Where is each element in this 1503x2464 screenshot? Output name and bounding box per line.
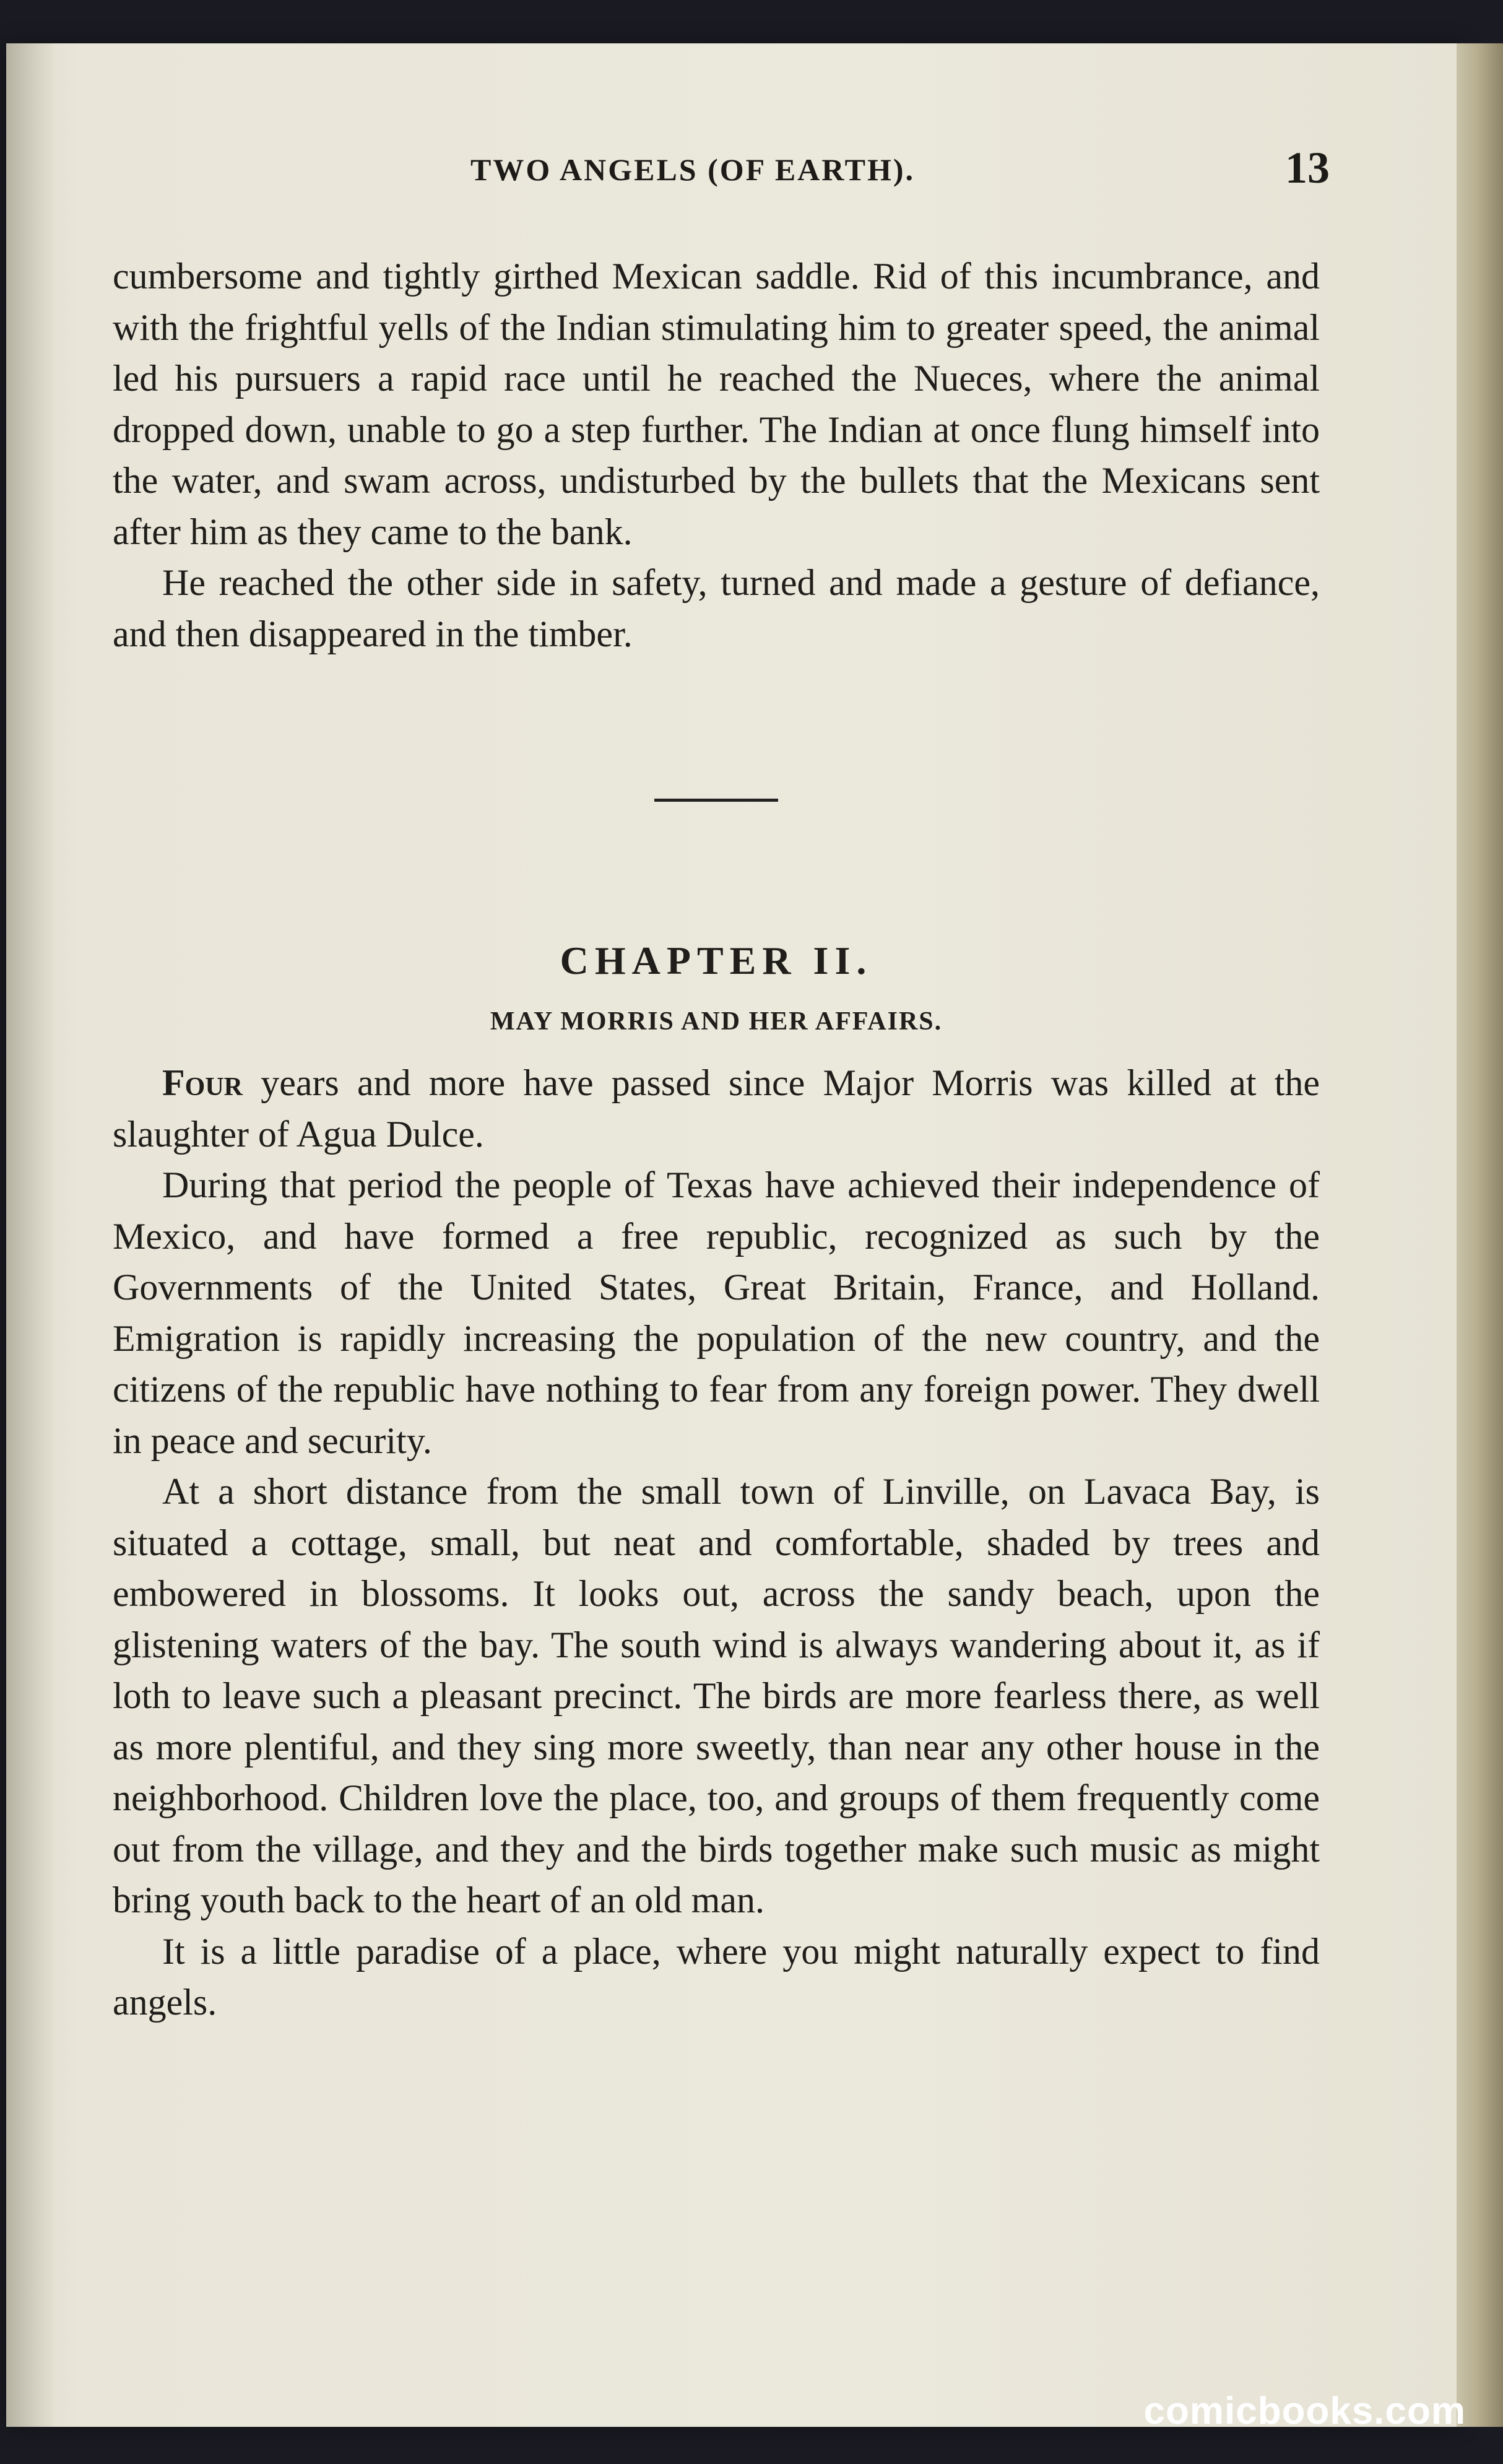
paragraph: At a short distance from the small town of Linville, on Lavaca Bay, is situated a cottage, small, but neat and comfortable, shaded by trees and embowered in blossoms. It looks out, across the sandy beach, upon the glistening waters of the bay. The south wind is always wandering about it, as if loth to leave such a pleasant precinct. The birds are more fearless there, as well as more plentiful, and they sing more sweetly, than near any other house in the neighborhood. Children love the place, too, and groups of them frequently come out from the village, and they and the birds together make such music as might bring youth back to the heart of an old man.	[113, 1471, 1320, 1920]
chapter-first-paragraph	[113, 1057, 1320, 1160]
text-block	[113, 251, 1320, 2028]
opening-text: years and more have passed since Major Morris was killed at the slaughter of Agua Dulce.	[113, 1062, 1320, 1155]
running-head: TWO ANGELS (OF EARTH).	[470, 152, 916, 187]
paragraph: It is a little paradise of a place, where you might naturally expect to find angels.	[113, 1930, 1320, 2023]
paragraph-continued: cumbersome and tightly girthed Mexican saddle. Rid of this incumbrance, and with the frightful yells of the Indian stimulating him to greater speed, the animal led his pursuers a rapid race until he reached the Nueces, where the animal dropped down, unable to go a step further. The Indian at once flung himself into the water, and swam across, undisturbed by the bullets that the Mexicans sent after him as they came to the bank.	[113, 256, 1320, 552]
page-edge	[1457, 43, 1503, 2427]
page-number: 13	[1285, 143, 1330, 193]
chapter-title: CHAPTER II.	[560, 939, 873, 983]
paragraph: He reached the other side in safety, turned and made a gesture of defiance, and then disappeared in the timber.	[113, 562, 1320, 654]
book-spine-shadow	[6, 43, 56, 2427]
chapter-subtitle: MAY MORRIS AND HER AFFAIRS.	[490, 1007, 943, 1036]
opening-word: Four	[162, 1062, 243, 1103]
watermark: comicbooks.com	[1143, 2390, 1466, 2432]
paragraph: During that period the people of Texas have achieved their independence of Mexico, and have formed a free republic, recognized as such by the Governments of the United States, Great Britain, France, and Holland. Emigration is rapidly increasing the population of the new country, and the citizens of the republic have nothing to fear from any foreign power. They dwell in peace and security.	[113, 1165, 1320, 1461]
section-divider	[654, 799, 778, 802]
